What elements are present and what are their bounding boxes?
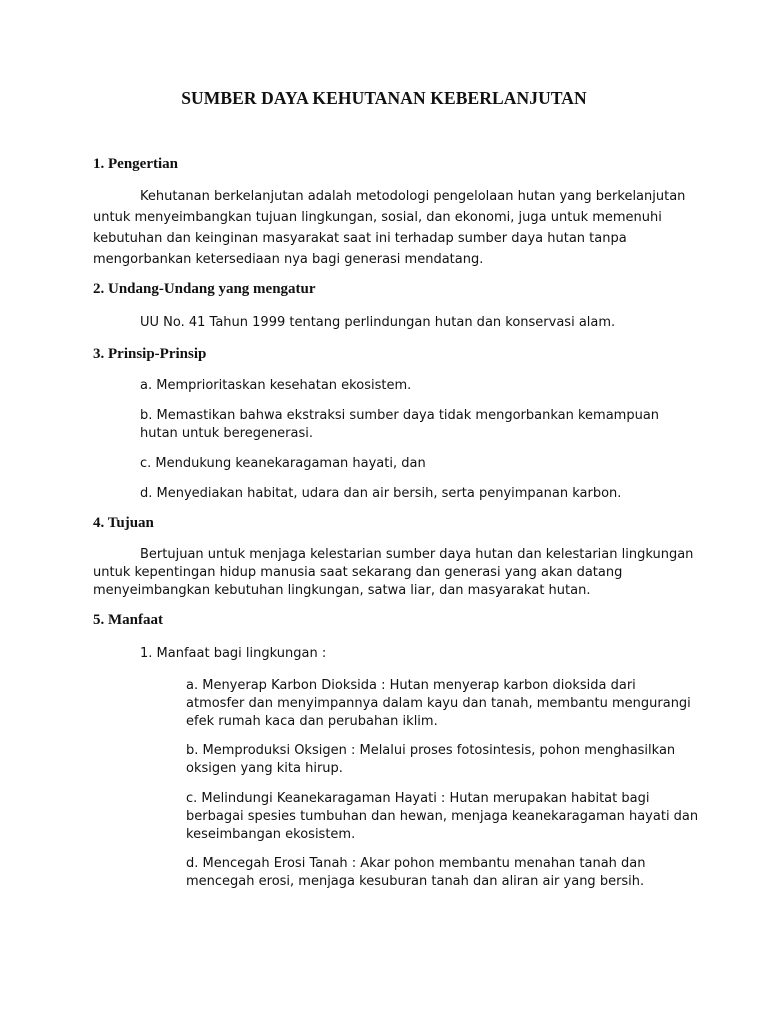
manfaat-item-b-line-1: b. Memproduksi Oksigen : Melalui proses fotosintesis, pohon menghasilkan xyxy=(186,743,676,758)
manfaat-item-a-line-2: atmosfer dan menyimpannya dalam kayu dan tanah, membantu mengurangi xyxy=(186,696,691,711)
manfaat-item-a-line-3: efek rumah kaca dan perubahan iklim. xyxy=(186,714,438,729)
prinsip-item-d: d. Menyediakan habitat, udara dan air bersih, serta penyimpanan karbon. xyxy=(140,486,622,501)
document-title: SUMBER DAYA KEHUTANAN KEBERLANJUTAN xyxy=(181,88,587,108)
tujuan-line-2: untuk kepentingan hidup manusia saat sekarang dan generasi yang akan datang xyxy=(93,565,623,580)
section-heading-tujuan: 4. Tujuan xyxy=(93,515,154,531)
manfaat-item-d-line-2: mencegah erosi, menjaga kesuburan tanah dan aliran air yang bersih. xyxy=(186,874,645,889)
prinsip-item-b-line-2: hutan untuk beregenerasi. xyxy=(140,426,314,441)
pengertian-line-2: untuk menyeimbangkan tujuan lingkungan, sosial, dan ekonomi, juga untuk memenuhi xyxy=(93,210,662,225)
section-heading-prinsip: 3. Prinsip-Prinsip xyxy=(93,346,207,362)
manfaat-sub-lingkungan: 1. Manfaat bagi lingkungan : xyxy=(140,646,327,661)
tujuan-line-1: Bertujuan untuk menjaga kelestarian sumber daya hutan dan kelestarian lingkungan xyxy=(140,547,694,562)
undang-body: UU No. 41 Tahun 1999 tentang perlindungan hutan dan konservasi alam. xyxy=(140,315,616,330)
prinsip-item-b-line-1: b. Memastikan bahwa ekstraksi sumber daya tidak mengorbankan kemampuan xyxy=(140,408,660,423)
pengertian-line-4: mengorbankan ketersediaan nya bagi generasi mendatang. xyxy=(93,252,484,267)
section-heading-manfaat: 5. Manfaat xyxy=(93,612,163,628)
tujuan-line-3: menyeimbangkan kebutuhan lingkungan, satwa liar, dan masyarakat hutan. xyxy=(93,583,591,598)
pengertian-line-1: Kehutanan berkelanjutan adalah metodologi pengelolaan hutan yang berkelanjutan xyxy=(140,189,686,204)
manfaat-item-c-line-2: berbagai spesies tumbuhan dan hewan, menjaga keanekaragaman hayati dan xyxy=(186,809,699,824)
manfaat-item-a-line-1: a. Menyerap Karbon Dioksida : Hutan menyerap karbon dioksida dari xyxy=(186,678,636,693)
manfaat-item-c-line-3: keseimbangan ekosistem. xyxy=(186,827,356,842)
prinsip-item-c: c. Mendukung keanekaragaman hayati, dan xyxy=(140,456,426,471)
manfaat-item-b-line-2: oksigen yang kita hirup. xyxy=(186,761,343,776)
pengertian-line-3: kebutuhan dan keinginan masyarakat saat ini terhadap sumber daya hutan tanpa xyxy=(93,231,627,246)
section-heading-pengertian: 1. Pengertian xyxy=(93,156,178,172)
manfaat-item-c-line-1: c. Melindungi Keanekaragaman Hayati : Hutan merupakan habitat bagi xyxy=(186,791,650,806)
section-heading-undang: 2. Undang-Undang yang mengatur xyxy=(93,281,316,297)
manfaat-item-d-line-1: d. Mencegah Erosi Tanah : Akar pohon membantu menahan tanah dan xyxy=(186,856,646,871)
prinsip-item-a: a. Memprioritaskan kesehatan ekosistem. xyxy=(140,378,412,393)
